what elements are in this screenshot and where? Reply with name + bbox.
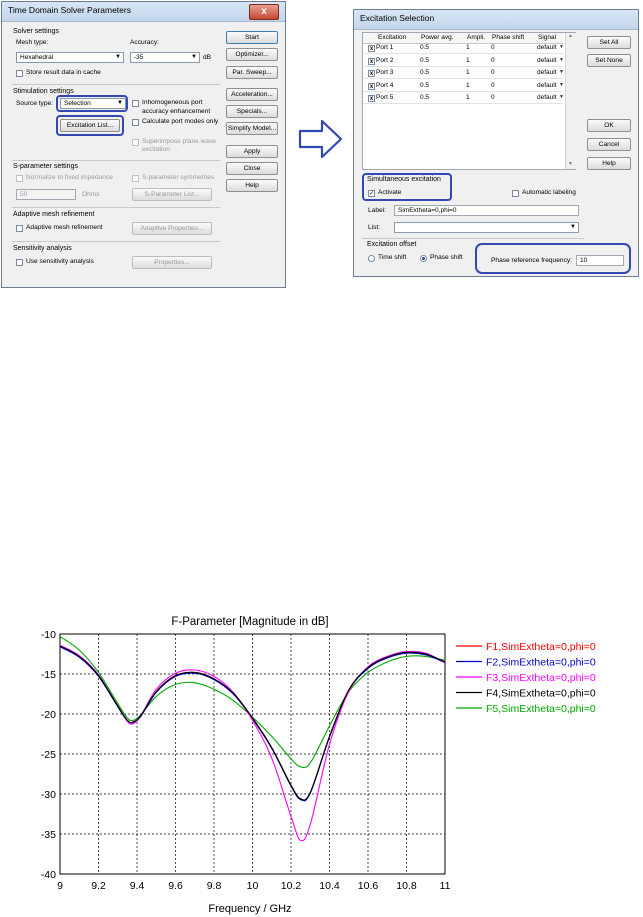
column-header: Ampli.: [467, 34, 486, 41]
chevron-down-icon: ▼: [117, 100, 123, 106]
sensitivity-checkbox[interactable]: [16, 259, 23, 266]
y-tick-label: -40: [40, 869, 56, 881]
y-tick-label: -25: [40, 749, 56, 761]
table-cell-phase[interactable]: 0: [491, 94, 495, 101]
table-cell-excitation[interactable]: Port 4: [376, 81, 394, 89]
impedance-field[interactable]: 50: [16, 189, 76, 200]
chevron-down-icon[interactable]: ▼: [559, 81, 564, 88]
y-tick-label: -30: [40, 789, 56, 801]
accuracy-unit: dB: [203, 54, 212, 61]
table-cell-phase[interactable]: 0: [491, 81, 495, 89]
table-cell-phase[interactable]: 0: [491, 69, 495, 76]
symmetries-checkbox[interactable]: [132, 175, 139, 182]
x-tick-label: 11: [439, 880, 451, 892]
optimizer-button[interactable]: Optimizer...: [226, 48, 278, 61]
table-cell-ampli[interactable]: 1: [466, 44, 470, 51]
table-cell-power[interactable]: 0.5: [420, 94, 430, 101]
divider: [12, 241, 220, 242]
accuracy-label: Accuracy:: [130, 39, 159, 46]
highlight-phase-ref: [475, 243, 631, 274]
table-row[interactable]: [363, 78, 563, 79]
highlight-excitation-list: [56, 115, 124, 136]
table-row[interactable]: [363, 103, 563, 104]
divider: [12, 207, 220, 208]
time-shift-radio[interactable]: [368, 255, 375, 262]
highlight-source-type: [56, 95, 128, 112]
sparameter-settings-title: S-parameter settings: [13, 163, 78, 170]
y-tick-label: -15: [40, 669, 56, 681]
inhomogeneous-label-line2: accuracy enhancement: [142, 108, 211, 115]
legend-label: F4,SimExtheta=0,phi=0: [486, 687, 596, 700]
chart-title: F-Parameter [Magnitude in dB]: [171, 616, 329, 628]
inhomogeneous-checkbox[interactable]: [132, 100, 139, 107]
column-header: Phase shift: [492, 34, 525, 41]
table-cell-signal[interactable]: default: [537, 56, 557, 64]
specials-button[interactable]: Specials...: [226, 105, 278, 118]
list-label: List:: [368, 224, 381, 231]
y-tick-label: -35: [40, 829, 56, 841]
port-checkbox[interactable]: x: [369, 46, 374, 52]
divider: [362, 238, 584, 239]
chevron-down-icon[interactable]: ▼: [559, 56, 564, 63]
sensitivity-label: Use sensitivity analysis: [26, 258, 94, 265]
time-domain-solver-dialog: [1, 1, 286, 288]
x-tick-label: 10.4: [319, 880, 340, 892]
par-sweep-button[interactable]: Par. Sweep...: [226, 66, 278, 79]
source-type-value: Selection: [64, 100, 91, 107]
table-scrollbar[interactable]: [565, 33, 576, 169]
phase-shift-radio[interactable]: [420, 255, 427, 262]
divider: [12, 84, 220, 85]
legend-label: F3,SimExtheta=0,phi=0: [486, 672, 596, 684]
table-cell-excitation[interactable]: Port 2: [376, 56, 394, 64]
close-icon[interactable]: x: [249, 4, 279, 20]
x-tick-label: 9.6: [168, 880, 183, 892]
sensitivity-properties-button[interactable]: Properties...: [132, 256, 212, 269]
adaptive-properties-button[interactable]: Adaptive Properties...: [132, 222, 212, 235]
port-checkbox[interactable]: x: [369, 58, 374, 65]
x-tick-label: 9.2: [91, 880, 106, 892]
time-shift-label: Time shift: [378, 254, 407, 261]
set-none-button[interactable]: Set None: [587, 54, 631, 67]
table-cell-signal[interactable]: default: [537, 69, 557, 76]
mesh-type-value: Hexahedral: [20, 54, 54, 61]
chevron-down-icon[interactable]: ▼: [559, 44, 564, 50]
phase-ref-label: Phase reference frequency:: [491, 257, 573, 264]
help-button[interactable]: Help: [226, 179, 278, 192]
table-cell-signal[interactable]: default: [537, 94, 557, 101]
label-field[interactable]: SimExtheta=0,phi=0: [394, 205, 579, 216]
phase-shift-label: Phase shift: [430, 254, 463, 261]
table-cell-phase[interactable]: 0: [491, 56, 495, 64]
normalize-checkbox[interactable]: [16, 175, 23, 182]
x-tick-label: 10.2: [280, 880, 302, 892]
table-cell-ampli[interactable]: 1: [466, 94, 470, 101]
store-result-checkbox[interactable]: [16, 70, 23, 77]
x-tick-label: 10.8: [396, 880, 417, 892]
apply-button[interactable]: Apply: [226, 145, 278, 158]
port-checkbox[interactable]: x: [369, 71, 374, 77]
x-tick-label: 9.4: [129, 880, 145, 892]
store-result-label: Store result data in cache: [26, 69, 101, 76]
calc-port-modes-checkbox[interactable]: [132, 119, 139, 126]
activate-checkbox[interactable]: ✓: [369, 191, 375, 197]
column-header: Power avg.: [421, 34, 454, 41]
table-cell-excitation[interactable]: Port 1: [376, 44, 394, 51]
table-cell-ampli[interactable]: 1: [466, 56, 470, 64]
column-header: Signal: [538, 34, 557, 41]
y-tick-label: -20: [40, 709, 56, 721]
x-tick-label: 10.6: [357, 880, 379, 892]
right-arrow-icon: [298, 118, 344, 160]
port-checkbox[interactable]: x: [369, 83, 374, 90]
table-cell-phase[interactable]: 0: [491, 44, 495, 51]
symmetries-label: S-parameter symmetries: [142, 174, 215, 181]
solver-settings-title: Solver settings: [13, 28, 59, 35]
simplify-model-button[interactable]: Simplify Model...: [226, 122, 278, 135]
table-cell-power[interactable]: 0.5: [420, 56, 430, 64]
inhomogeneous-label: Inhomogeneous port: [142, 99, 203, 106]
excitation-offset-title: Excitation offset: [367, 241, 417, 248]
phase-ref-field[interactable]: 10: [576, 255, 624, 266]
superimpose-label-line2: excitation: [142, 146, 170, 153]
superimpose-checkbox[interactable]: [132, 139, 139, 146]
table-cell-excitation[interactable]: Port 5: [376, 94, 394, 101]
calc-port-modes-label: Calculate port modes only: [142, 118, 219, 125]
table-cell-power[interactable]: 0.5: [420, 69, 430, 76]
table-cell-ampli[interactable]: 1: [466, 69, 470, 76]
table-row[interactable]: [363, 91, 563, 92]
y-tick-label: -10: [40, 629, 56, 641]
title-bar: [2, 2, 285, 22]
accuracy-select[interactable]: [130, 52, 200, 63]
list-select[interactable]: [394, 222, 579, 233]
table-cell-power[interactable]: 0.5: [420, 44, 430, 51]
normalize-label: Normalize to fixed impedance: [26, 174, 113, 181]
ok-button[interactable]: OK: [587, 119, 631, 132]
chevron-down-icon[interactable]: ▼: [559, 94, 564, 100]
excitation-list-button[interactable]: Excitation List...: [60, 119, 120, 132]
table-cell-signal[interactable]: default: [537, 81, 557, 89]
impedance-unit: Ohms: [82, 191, 100, 198]
help-button[interactable]: Help: [587, 157, 631, 170]
scroll-down-icon[interactable]: ▼: [568, 161, 573, 167]
table-cell-excitation[interactable]: Port 3: [376, 69, 394, 76]
table-cell-signal[interactable]: default: [537, 44, 557, 51]
simultaneous-excitation-title: Simultaneous excitation: [367, 176, 441, 183]
legend: [456, 641, 596, 715]
mesh-type-select[interactable]: [16, 52, 124, 63]
highlight-simultaneous: [362, 173, 452, 201]
automatic-labeling-checkbox[interactable]: [512, 190, 519, 197]
adaptive-mesh-checkbox[interactable]: [16, 225, 23, 232]
legend-label: F2,SimExtheta=0,phi=0: [486, 656, 596, 669]
sensitivity-title: Sensitivity analysis: [13, 245, 72, 252]
excitation-selection-dialog: [353, 9, 639, 277]
stimulation-settings-title: Stimulation settings: [13, 88, 74, 95]
adaptive-mesh-title: Adaptive mesh refinement: [13, 211, 95, 218]
x-tick-label: 9.8: [206, 880, 222, 892]
table-row[interactable]: [363, 66, 563, 67]
mesh-type-label: Mesh type:: [16, 39, 49, 46]
scroll-up-icon[interactable]: ▲: [568, 33, 573, 39]
plot-area: [41, 629, 451, 892]
source-type-label: Source type:: [16, 100, 54, 107]
column-header: Excitation: [378, 34, 407, 41]
close-button[interactable]: Close: [226, 162, 278, 175]
start-button[interactable]: Start: [226, 31, 278, 44]
x-axis-label: Frequency / GHz: [208, 903, 292, 915]
accuracy-value: -35: [134, 54, 144, 61]
x-tick-label: 9: [57, 880, 63, 892]
chevron-down-icon: ▼: [191, 54, 197, 60]
automatic-labeling-label: Automatic labeling: [522, 189, 576, 196]
legend-label: F1,SimExtheta=0,phi=0: [486, 641, 596, 653]
chevron-down-icon: ▼: [115, 54, 121, 60]
legend-label: F5,SimExtheta=0,phi=0: [486, 703, 596, 715]
port-checkbox[interactable]: x: [369, 96, 374, 102]
dialog-title: Time Domain Solver Parameters: [8, 5, 131, 15]
x-tick-label: 10: [246, 880, 259, 892]
radio-dot: [422, 257, 425, 260]
label-label: Label:: [368, 207, 386, 214]
chevron-down-icon: ▼: [570, 224, 576, 230]
sparameter-list-button[interactable]: S-Parameter List...: [132, 188, 212, 201]
set-all-button[interactable]: Set All: [587, 36, 631, 49]
cancel-button[interactable]: Cancel: [587, 138, 631, 151]
divider: [12, 160, 220, 161]
table-cell-power[interactable]: 0.5: [420, 81, 430, 89]
adaptive-mesh-label: Adaptive mesh refinement: [26, 224, 103, 231]
table-cell-ampli[interactable]: 1: [466, 81, 470, 89]
superimpose-label: Superimpose plane wave: [142, 138, 217, 145]
f-parameter-chart: [0, 604, 643, 917]
activate-label: Activate: [378, 189, 402, 196]
acceleration-button[interactable]: Acceleration...: [226, 88, 278, 101]
table-row[interactable]: [363, 53, 563, 54]
chevron-down-icon[interactable]: ▼: [559, 69, 564, 75]
dialog-title: Excitation Selection: [360, 13, 435, 23]
title-bar: [354, 10, 638, 30]
